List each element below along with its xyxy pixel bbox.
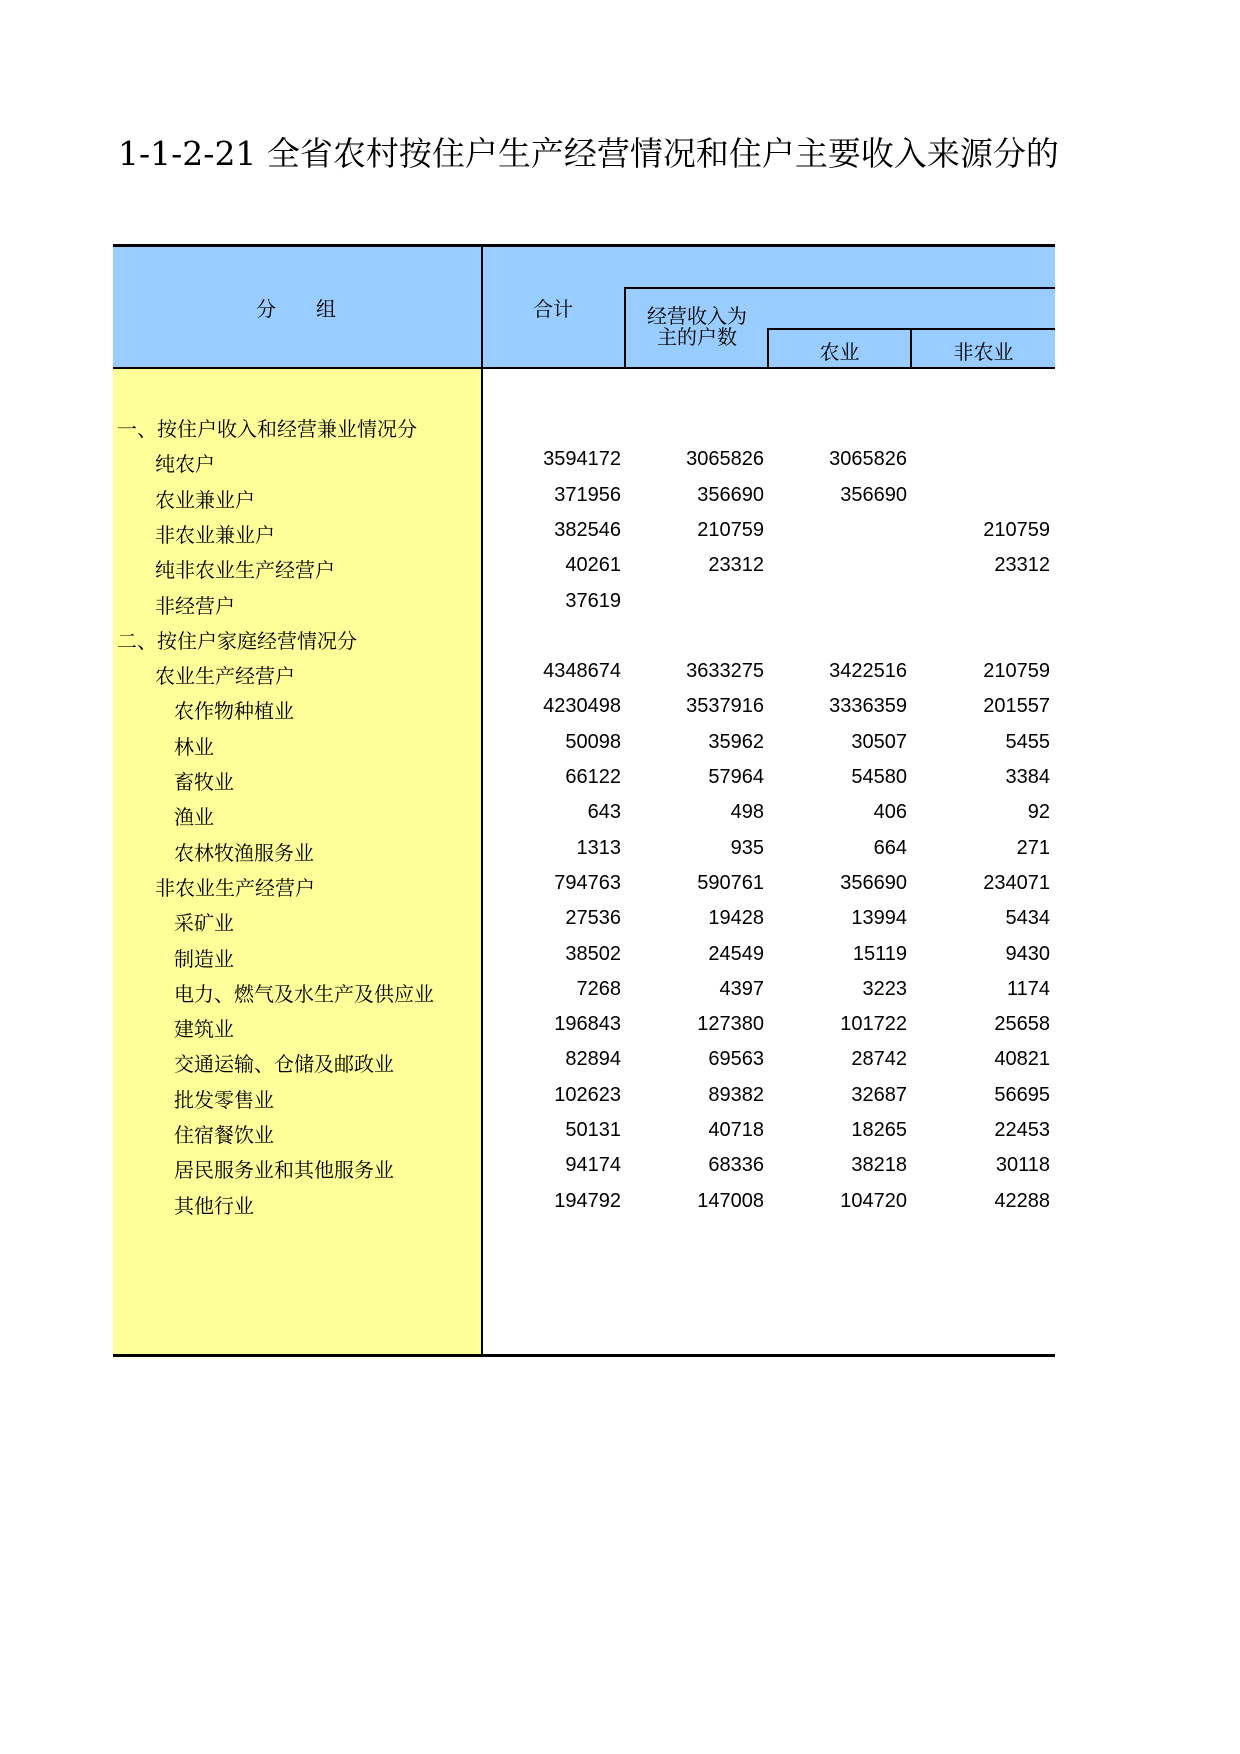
table-row <box>113 1190 1055 1229</box>
row-value-cell: 15119 <box>852 942 907 965</box>
row-value-cell: 13994 <box>851 907 907 930</box>
row-value-cell: 37619 <box>565 589 621 612</box>
row-value-cell: 1174 <box>1006 977 1050 1000</box>
row-value-cell: 9430 <box>1005 942 1050 965</box>
table-row <box>113 872 1055 911</box>
row-value-cell: 94174 <box>565 1154 621 1177</box>
data-table <box>113 244 1055 1356</box>
row-value-cell: 18265 <box>851 1119 907 1141</box>
row-value-cell: 210759 <box>983 660 1050 683</box>
header-sub-rule <box>624 287 1055 289</box>
table-row <box>113 413 1055 452</box>
row-value-cell: 4230498 <box>543 695 621 718</box>
table-row <box>113 1154 1055 1193</box>
row-value-cell: 27536 <box>565 907 621 930</box>
row-value-cell: 371956 <box>554 483 621 506</box>
row-value-cell: 147008 <box>697 1189 764 1212</box>
row-value-cell: 196843 <box>554 1013 621 1036</box>
table-row <box>113 943 1055 982</box>
row-label: 非农业兼业户 <box>155 522 275 547</box>
row-value-cell: 104720 <box>840 1189 907 1212</box>
table-top-rule <box>113 244 1055 247</box>
row-label: 一、按住户收入和经营兼业情况分 <box>117 417 417 441</box>
row-label: 其他行业 <box>174 1193 254 1218</box>
row-value-cell: 590761 <box>697 871 764 894</box>
row-value-cell: 50131 <box>565 1119 621 1141</box>
row-value-cell: 32687 <box>851 1083 907 1106</box>
row-value-cell: 201557 <box>983 695 1050 718</box>
row-value-cell: 30507 <box>851 730 907 753</box>
header-total-label: 合计 <box>533 297 573 321</box>
row-value-cell: 82894 <box>565 1048 621 1071</box>
row-value-cell: 54580 <box>851 766 907 788</box>
table-bottom-rule <box>113 1354 1055 1357</box>
header-nonagri-label: 非农业 <box>953 340 1014 364</box>
row-value-cell: 127380 <box>697 1013 764 1036</box>
row-value-cell: 406 <box>873 801 907 824</box>
row-value-cell: 5455 <box>1005 730 1050 753</box>
row-value-cell: 101722 <box>840 1013 907 1036</box>
page-title: 1-1-2-21 全省农村按住户生产经营情况和住户主要收入来源分的 <box>118 134 1059 173</box>
row-value-cell: 382546 <box>554 518 621 541</box>
row-value-cell: 643 <box>587 801 621 824</box>
header-group-label: 分 组 <box>256 297 336 321</box>
table-row <box>113 1119 1055 1158</box>
row-value-cell: 3422516 <box>829 660 907 683</box>
row-value-cell: 356690 <box>697 483 764 506</box>
table-row <box>113 907 1055 946</box>
row-label: 农作物种植业 <box>174 699 294 724</box>
row-value-cell: 56695 <box>994 1083 1050 1106</box>
row-value-cell: 23312 <box>708 554 764 577</box>
table-row <box>113 1084 1055 1123</box>
row-value-cell: 50098 <box>565 730 621 753</box>
row-value-cell: 210759 <box>697 518 764 541</box>
row-value-cell: 66122 <box>565 766 621 788</box>
row-label: 建筑业 <box>174 1017 234 1042</box>
row-value-cell: 356690 <box>840 871 907 894</box>
row-value-cell: 794763 <box>554 871 621 894</box>
row-value-cell: 28742 <box>851 1048 907 1071</box>
row-label: 二、按住户家庭经营情况分 <box>117 628 357 653</box>
table-row <box>113 801 1055 840</box>
row-label: 畜牧业 <box>174 770 234 794</box>
table-row <box>113 660 1055 699</box>
row-label: 农业生产经营户 <box>155 664 295 689</box>
row-value-cell: 40821 <box>994 1048 1050 1071</box>
table-row <box>113 766 1055 805</box>
row-label: 渔业 <box>174 805 214 830</box>
row-label: 非经营户 <box>155 593 235 618</box>
row-value-cell: 3594172 <box>543 448 621 471</box>
row-label: 居民服务业和其他服务业 <box>174 1158 394 1183</box>
row-value-cell: 57964 <box>708 766 764 788</box>
table-row <box>113 484 1055 523</box>
row-value-cell: 664 <box>873 836 907 859</box>
row-value-cell: 234071 <box>983 871 1050 894</box>
row-value-cell: 42288 <box>994 1189 1050 1212</box>
table-row <box>113 590 1055 629</box>
table-row <box>113 731 1055 770</box>
table-row <box>113 625 1055 664</box>
row-label: 批发零售业 <box>174 1087 274 1112</box>
row-value-cell: 4348674 <box>543 660 621 683</box>
row-value-cell: 3223 <box>862 977 907 1000</box>
row-value-cell: 356690 <box>840 483 907 506</box>
row-value-cell: 22453 <box>994 1119 1050 1141</box>
row-value-cell: 3633275 <box>686 660 764 683</box>
row-label: 制造业 <box>174 946 234 971</box>
row-value-cell: 1313 <box>576 836 621 859</box>
table-row <box>113 837 1055 876</box>
row-value-cell: 38502 <box>565 942 621 965</box>
row-value-cell: 102623 <box>554 1083 621 1106</box>
row-value-cell: 38218 <box>851 1154 907 1177</box>
table-row <box>113 978 1055 1017</box>
row-label: 采矿业 <box>174 911 234 936</box>
row-value-cell: 3384 <box>1005 766 1050 788</box>
header-business-main-label: 经营收入为主的户数 <box>647 304 747 349</box>
header-agri-label: 农业 <box>819 340 860 364</box>
row-value-cell: 3336359 <box>829 695 907 718</box>
row-value-cell: 7268 <box>576 977 621 1000</box>
row-value-cell: 498 <box>730 801 764 824</box>
table-row <box>113 554 1055 593</box>
row-value-cell: 194792 <box>554 1189 621 1212</box>
row-value-cell: 92 <box>1027 801 1050 824</box>
row-value-cell: 271 <box>1016 836 1050 859</box>
row-label: 农林牧渔服务业 <box>174 840 314 865</box>
row-value-cell: 19428 <box>708 907 764 930</box>
table-row <box>113 1048 1055 1087</box>
row-label: 电力、燃气及水生产及供应业 <box>174 981 434 1006</box>
table-row <box>113 1013 1055 1052</box>
row-label: 住宿餐饮业 <box>174 1123 274 1147</box>
row-value-cell: 3537916 <box>686 695 764 718</box>
row-value-cell: 24549 <box>708 942 764 965</box>
row-value-cell: 30118 <box>995 1154 1050 1177</box>
row-value-cell: 89382 <box>708 1083 764 1106</box>
row-label: 非农业生产经营户 <box>155 875 315 900</box>
row-label: 农业兼业户 <box>155 487 255 512</box>
row-value-cell: 3065826 <box>829 448 907 471</box>
row-value-cell: 25658 <box>994 1013 1050 1036</box>
row-value-cell: 3065826 <box>686 448 764 471</box>
row-value-cell: 5434 <box>1005 907 1050 930</box>
row-label: 林业 <box>174 734 214 759</box>
row-value-cell: 4397 <box>719 977 764 1000</box>
row-value-cell: 935 <box>730 836 764 859</box>
table-row <box>113 695 1055 734</box>
header-sub-divider <box>624 287 626 367</box>
row-label: 纯非农业生产经营户 <box>155 558 335 583</box>
row-value-cell: 40718 <box>708 1119 764 1141</box>
row-value-cell: 68336 <box>708 1154 764 1177</box>
table-row <box>113 448 1055 487</box>
row-value-cell: 35962 <box>708 730 764 753</box>
row-value-cell: 210759 <box>983 518 1050 541</box>
row-label: 纯农户 <box>155 452 215 477</box>
row-label: 交通运输、仓储及邮政业 <box>174 1052 394 1077</box>
row-value-cell: 69563 <box>708 1048 764 1071</box>
row-value-cell: 23312 <box>994 554 1050 577</box>
table-row <box>113 519 1055 558</box>
row-value-cell: 40261 <box>565 554 621 577</box>
header-bottom-rule <box>113 367 1055 369</box>
